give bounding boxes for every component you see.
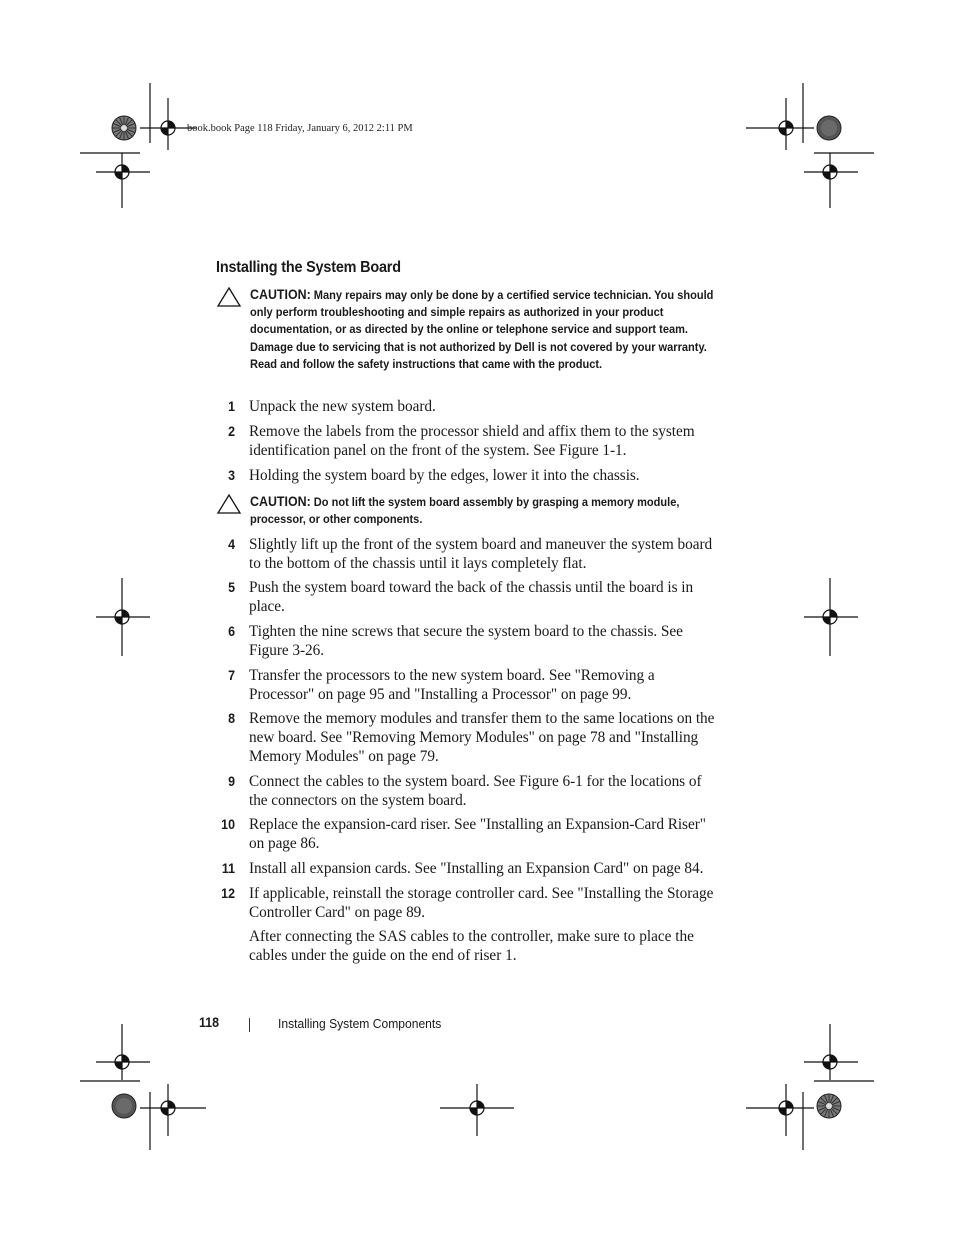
step-text: If applicable, reinstall the storage controller card. See "Installing the Storage Controller Card" on page 89. <box>249 885 714 921</box>
section-title: Installing the System Board <box>216 259 401 276</box>
caution-triangle-icon <box>216 286 242 308</box>
step-text: Holding the system board by the edges, lower it into the chassis. <box>249 467 640 484</box>
caution-text: Many repairs may only be done by a certified service technician. You should only perform troubleshooting and simple repairs as authorized in your product documentation, or as directed by the online or telephone service and support team. Damage due to servicing that is not authorized by Dell is not covered by your warranty. Read and follow the safety instructions that came with the product. <box>250 288 714 371</box>
step-number: 1 <box>228 399 235 414</box>
step-text: Transfer the processors to the new system board. See "Removing a Processor" on page 95 and "Installing a Processor" on page 99. <box>249 667 655 703</box>
chapter-title: Installing System Components <box>278 1016 442 1031</box>
step-text: Tighten the nine screws that secure the system board to the chassis. See Figure 3-26. <box>249 623 683 659</box>
step-number: 4 <box>228 537 235 552</box>
step-text: Install all expansion cards. See "Installing an Expansion Card" on page 84. <box>249 860 704 877</box>
step-text: Push the system board toward the back of the chassis until the board is in place. <box>249 579 694 615</box>
step-number: 5 <box>228 580 235 595</box>
caution-label: CAUTION: <box>250 287 311 302</box>
step-number: 8 <box>228 711 235 726</box>
step-number: 11 <box>221 861 235 876</box>
step-number: 9 <box>228 774 235 789</box>
step-number: 3 <box>228 468 235 483</box>
step-number: 2 <box>228 424 235 439</box>
step-text: Slightly lift up the front of the system board and maneuver the system board to the bottom of the chassis until it lays completely flat. <box>249 536 713 572</box>
step-text: Remove the labels from the processor shield and affix them to the system identification panel on the front of the system. See Figure 1-1. <box>249 423 695 459</box>
step-text: Replace the expansion-card riser. See "Installing an Expansion-Card Riser" on page 86. <box>249 816 706 852</box>
step-text: Unpack the new system board. <box>249 398 436 415</box>
print-job-stamp: book.book Page 118 Friday, January 6, 2012 2:11 PM <box>187 123 413 134</box>
page-number: 118 <box>199 1015 220 1030</box>
caution-triangle-icon <box>216 493 242 515</box>
caution-text: Do not lift the system board assembly by grasping a memory module, processor, or other components. <box>250 495 680 527</box>
step-number: 10 <box>221 817 235 832</box>
step-text: Connect the cables to the system board. See Figure 6-1 for the locations of the connectors on the system board. <box>249 773 702 809</box>
step-number: 6 <box>228 624 235 639</box>
step-text: Remove the memory modules and transfer them to the same locations on the new board. See "Removing Memory Modules" on page 78 and "Installing Memory Modules" on page 79. <box>249 710 715 765</box>
footer-divider <box>249 1018 250 1032</box>
caution-label: CAUTION: <box>250 494 311 509</box>
page-footer <box>0 1015 954 1035</box>
step-number: 7 <box>228 668 235 683</box>
step-number: 12 <box>221 886 235 901</box>
after-note: After connecting the SAS cables to the controller, make sure to place the cables under the guide on the end of riser 1. <box>249 928 694 964</box>
